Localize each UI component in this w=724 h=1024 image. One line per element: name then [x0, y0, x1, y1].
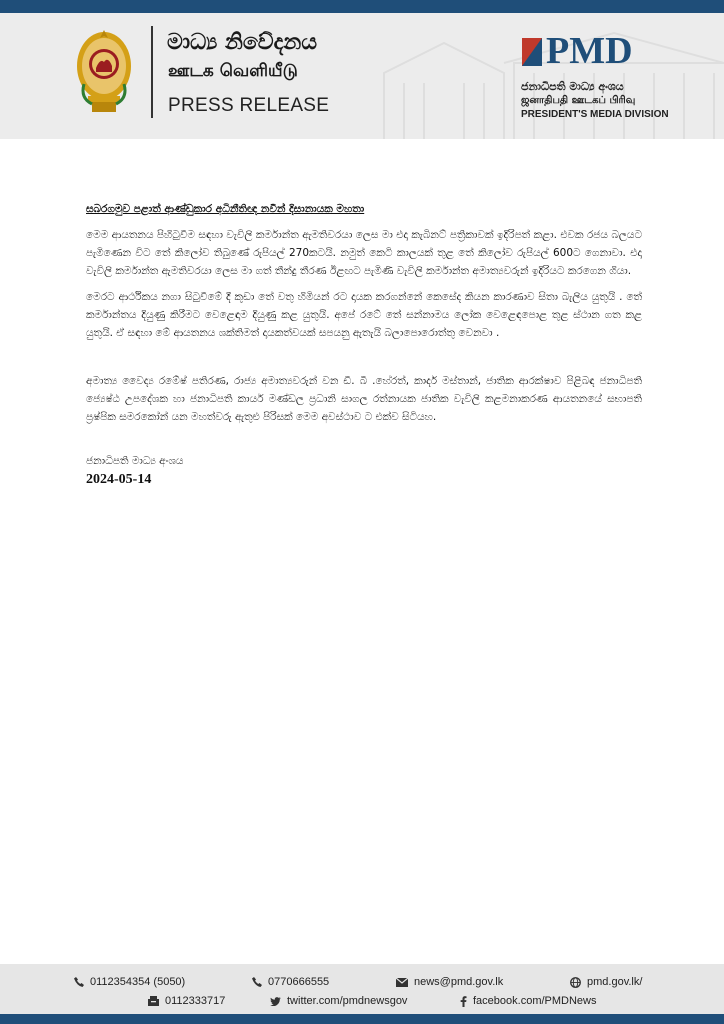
press-release-title-english: PRESS RELEASE — [168, 95, 330, 116]
footer-facebook-text[interactable]: facebook.com/PMDNews — [473, 995, 597, 1007]
press-release-body — [86, 200, 642, 490]
phone-icon — [252, 977, 262, 987]
paragraph-3: අමාත්‍ය වෛද්‍ය රමේෂ් පතිරණ, රාජ්‍ය අමාත්‍යවරුන් වන ඩී. බී .හේරත්, කාදර් මස්තාන්, ජාතික ආරක්ෂාව පිළිබඳ ජනාධිපති ජ්‍යෙෂ්ඨ උපදේශක හා ජනාධිපති කාර්ය මණ්ඩල ප්‍රධානි සාගල රත්නායක ජාතික වැවිලි කළමනාකරණ ආයතනයේ සභාපති ප්‍රෂ්පික සමරකෝන් යන මහත්වරු ඇතුළු පිරිසක් මෙම අවස්ථාව ට එක්ව සිටියහ. — [86, 375, 642, 423]
pmd-logo — [522, 30, 642, 72]
footer-facebook — [460, 995, 597, 1007]
pmd-name-tamil: ஜனாதிபதி ஊடகப் பிரிவு — [521, 95, 636, 106]
top-color-bar — [0, 0, 724, 13]
pmd-logo-text: PMD — [546, 30, 633, 72]
footer-fax-text[interactable]: 0112333717 — [165, 995, 226, 1007]
footer-phone-2-text[interactable]: 0770666555 — [268, 976, 330, 988]
globe-icon — [570, 977, 581, 988]
footer-website — [570, 976, 642, 988]
email-icon — [396, 978, 408, 987]
footer-phone-1 — [74, 976, 185, 988]
header-divider — [151, 26, 153, 118]
bottom-color-bar — [0, 1014, 724, 1024]
contact-footer — [0, 964, 724, 1014]
press-release-title-tamil: ஊடக வெளியீடு — [168, 61, 298, 81]
fax-icon — [148, 996, 159, 1006]
footer-twitter — [270, 995, 407, 1007]
signature-line: ජනාධිපති මාධ්‍ය අංශය — [86, 455, 184, 467]
footer-twitter-text[interactable]: twitter.com/pmdnewsgov — [287, 995, 408, 1007]
sri-lanka-emblem-icon — [74, 24, 134, 118]
pmd-name-sinhala: ජනාධිපති මාධ්‍ය අංශය — [521, 80, 624, 93]
building-watermark — [304, 13, 724, 139]
facebook-icon — [460, 996, 467, 1007]
footer-email-text[interactable]: news@pmd.gov.lk — [414, 976, 504, 988]
paragraph-gap — [86, 350, 642, 372]
twitter-icon — [270, 997, 281, 1006]
footer-email — [396, 976, 503, 988]
release-date: 2024-05-14 — [86, 472, 152, 487]
footer-phone-2 — [252, 976, 329, 988]
footer-fax — [148, 995, 225, 1007]
footer-phone-1-text[interactable]: 0112354354 (5050) — [90, 976, 186, 988]
paragraph-2: මෙරට ආර්ථිකය නගා සිටුවීමේ දී කුඩා තේ වතු හිමියන් රට දායක කරගන්නේ කෙසේද කියන කාරණාව සිතා බැලිය යුතුයි . තේ කර්මාන්තය දියුණු කිරීමට වෙළෙඳාම දියුණු කළ යුතුයි. අපේ රටේ තේ සන්නාමය ලෝක වෙළෙඳපොළ තුළ ස්ථාන ගත කළ යුතුයි. ඒ සඳහා මේ ආයතනය ශක්තිමත් දායකත්වයක් සපයනු ඇතැයි බලාපොරොත්තු වෙනවා . — [86, 291, 642, 339]
phone-icon — [74, 977, 84, 987]
pmd-name-english: PRESIDENT'S MEDIA DIVISION — [521, 109, 669, 120]
press-release-title-sinhala: මාධ්‍ය නිවේදනය — [167, 30, 318, 55]
subject-line: සබරගමුව පළාත් ආණ්ඩුකාර අධිනීතිඥ නවීන් දිසානායක මහතා — [86, 203, 365, 215]
footer-website-text[interactable]: pmd.gov.lk/ — [587, 976, 643, 988]
paragraph-1: මෙම ආයතනය පිහිටුවීම සඳහා වැවිලි කර්මාන්ත ඇමතිවරයා ලෙස මා එදා කැබිනට් පත්‍රිකාවක් ඉදිරිපත් කළා. එවක රජය බලයට පැමිණෙන විට තේ කිලෝව තිබුණේ රුපියල් 270කටයි. නමුත් කෙටි කාලයක් තුළ තේ කිලෝව රුපියල් 600ට ගෙනාවා. එදා වැවිලි කර්මාන්ත ඇමතිවරයා ලෙස මා ගත් තීන්දු තීරණ ඊළඟට පැමිණි වැවිලි කර්මාන්ත අමාත්‍යවරුන් ඉදිරියට කරගෙන ගියා. — [86, 229, 642, 277]
